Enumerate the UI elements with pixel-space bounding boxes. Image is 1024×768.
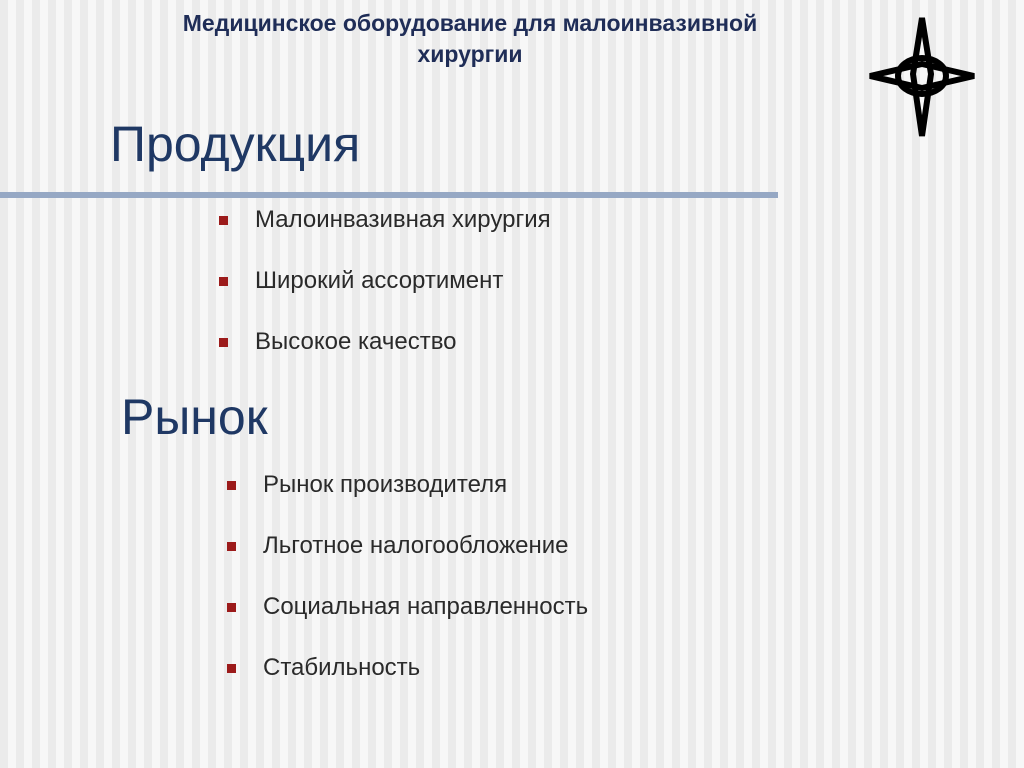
header-title-line1: Медицинское оборудование для малоинвазивной bbox=[182, 10, 758, 36]
bullet-square-icon bbox=[227, 664, 236, 673]
bullet-square-icon bbox=[227, 542, 236, 551]
list-item-text: Социальная направленность bbox=[263, 593, 589, 620]
list-item-text: Малоинвазивная хирургия bbox=[255, 206, 551, 233]
header-title-line2: хирургии bbox=[417, 41, 523, 67]
bullet-square-icon bbox=[219, 338, 228, 347]
bullet-square-icon bbox=[219, 277, 228, 286]
list-item-text: Широкий ассортимент bbox=[255, 267, 504, 294]
list-item-text: Стабильность bbox=[263, 654, 421, 681]
list-item-text: Высокое качество bbox=[255, 328, 457, 355]
bullet-square-icon bbox=[227, 603, 236, 612]
bullet-square-icon bbox=[219, 216, 228, 225]
list-item-text: Льготное налогообложение bbox=[263, 532, 569, 559]
section-heading-products: Продукция bbox=[110, 116, 361, 172]
slide-header-title bbox=[60, 8, 880, 70]
section-divider bbox=[0, 192, 778, 198]
bullet-square-icon bbox=[227, 481, 236, 490]
list-item-text: Рынок производителя bbox=[263, 471, 508, 498]
compass-star-logo-icon bbox=[868, 16, 976, 140]
section-heading-market: Рынок bbox=[121, 389, 268, 445]
